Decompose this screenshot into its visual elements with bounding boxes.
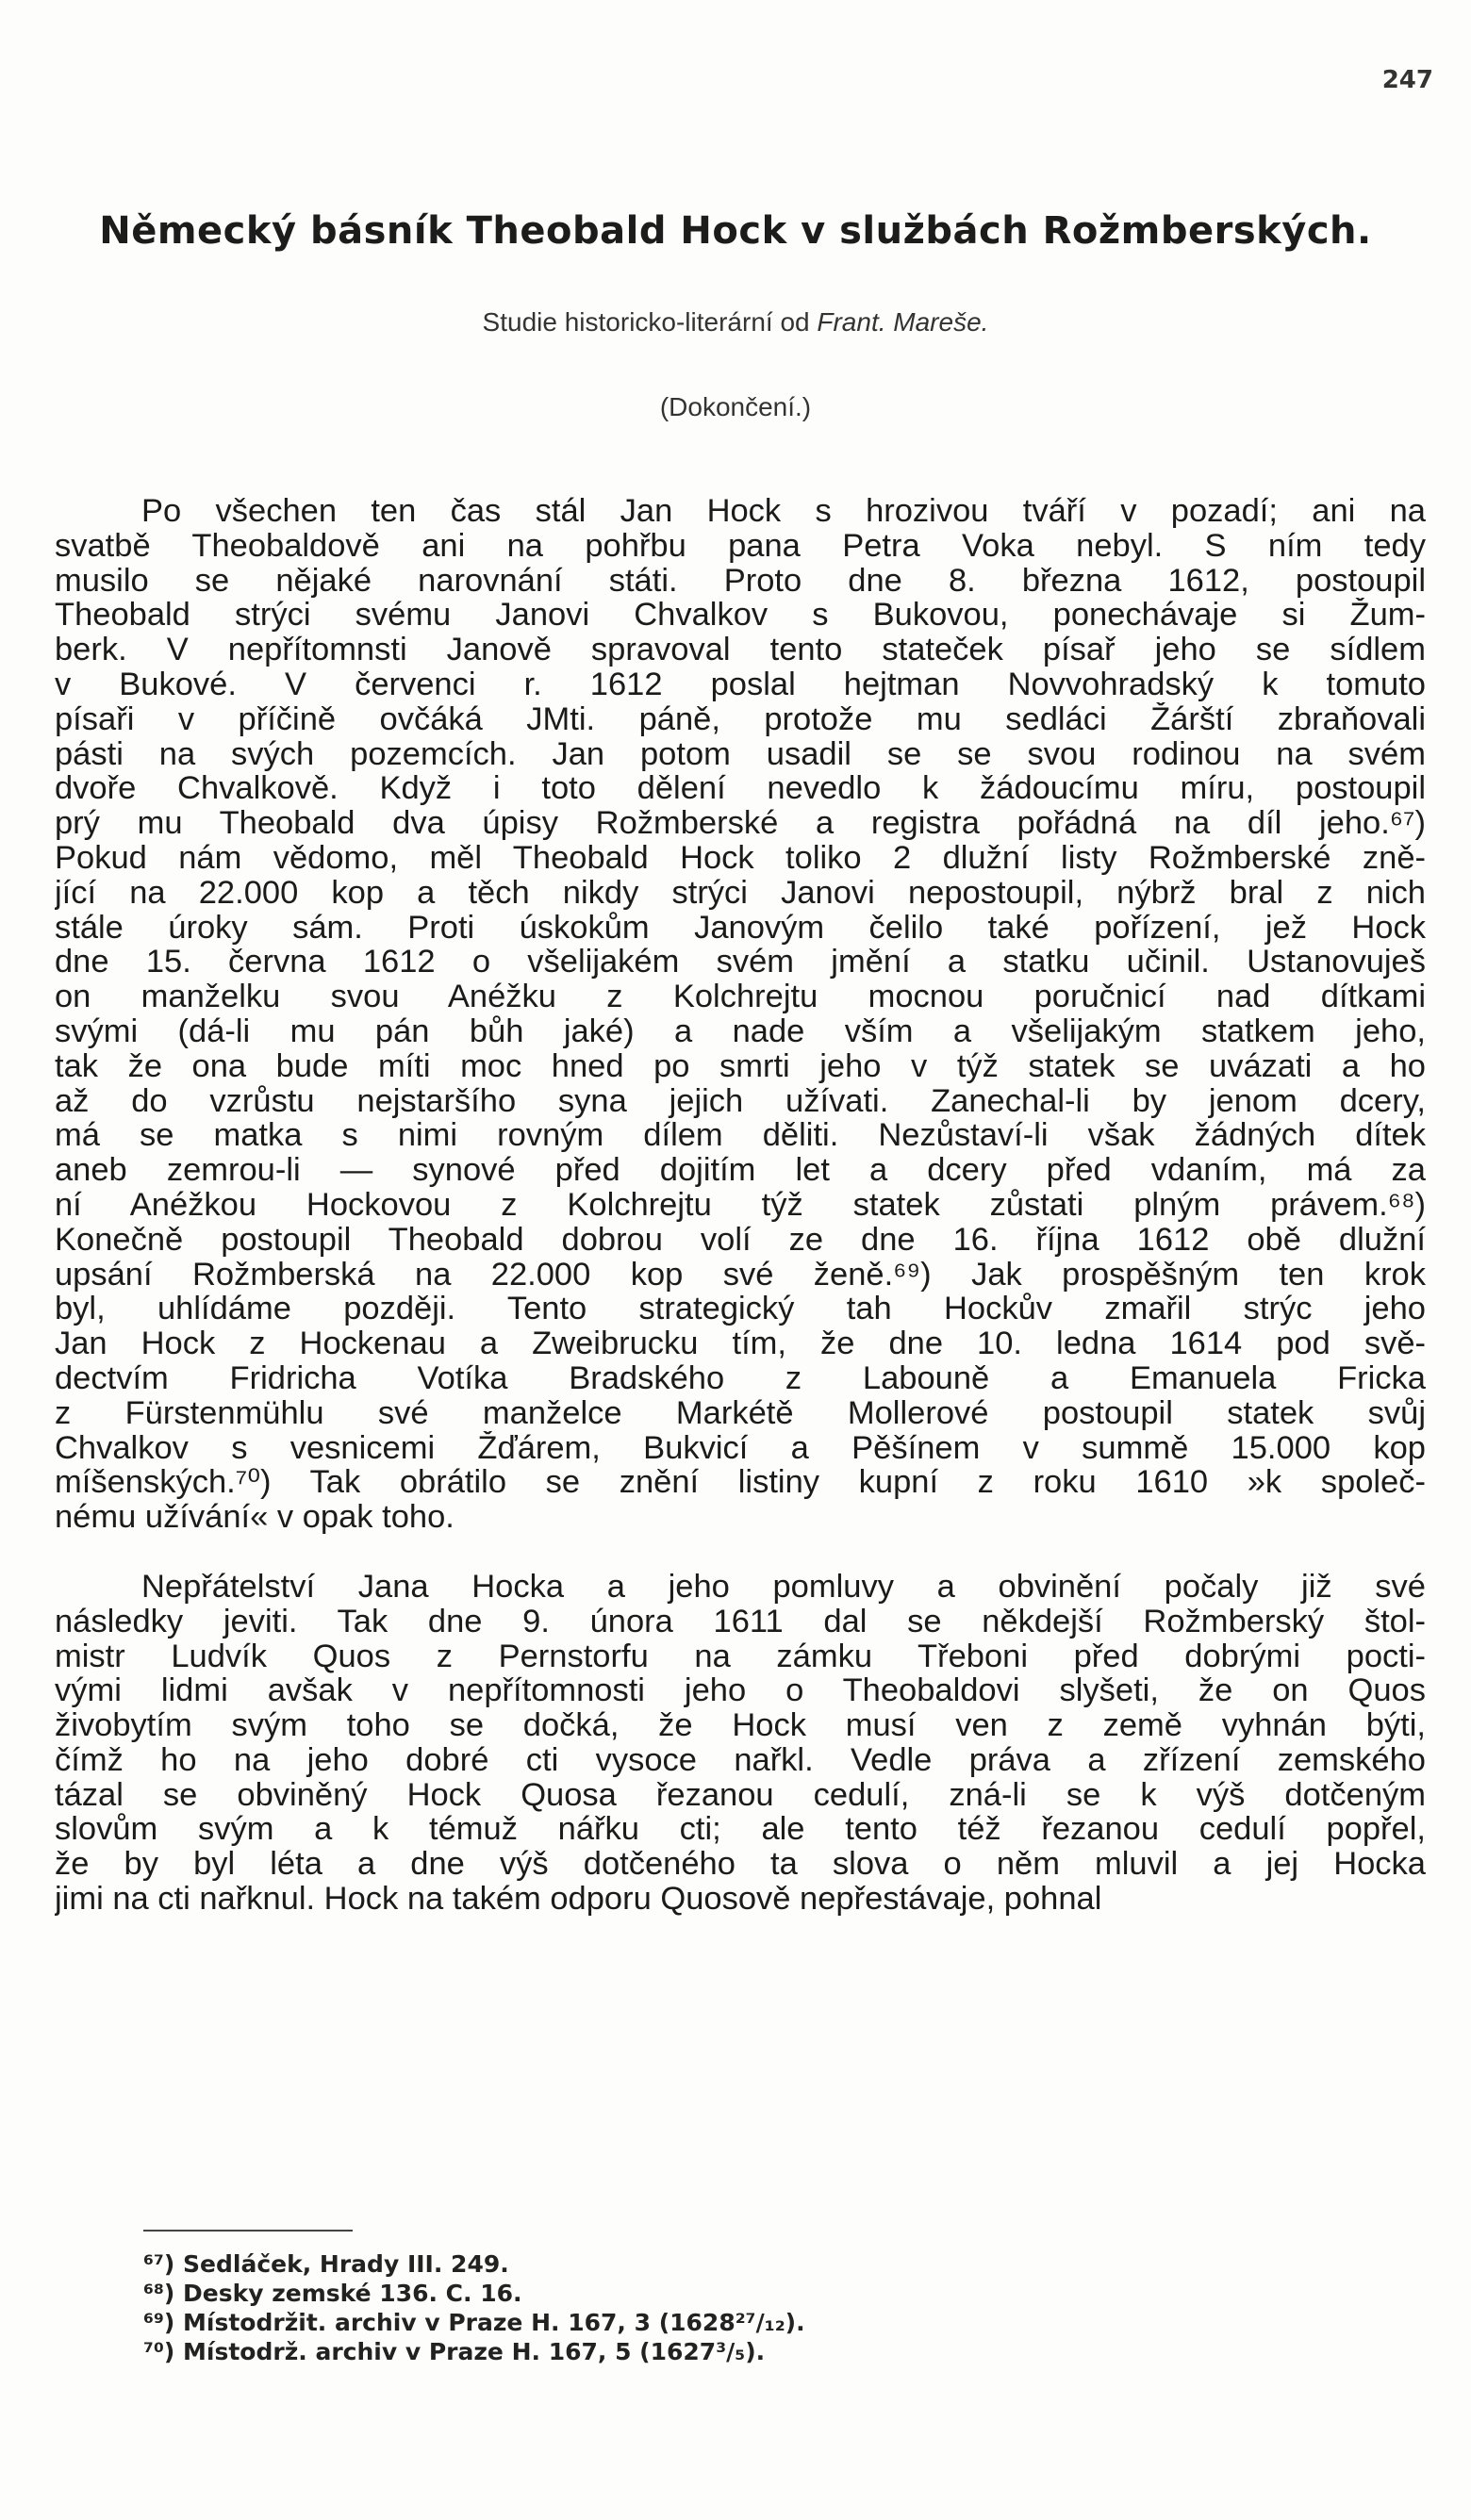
text-line: stále úroky sám. Proti úskokům Janovým čelilo také pořízení, jež Hock (55, 910, 1426, 946)
page-number: 247 (1381, 66, 1433, 94)
text-line: vými lidmi avšak v nepřítomnosti jeho o Theobaldovi slyšeti, že on Quos (55, 1673, 1426, 1709)
text-line: má se matka s nimi rovným dílem děliti. Nezůstaví-li však žádných dítek (55, 1118, 1426, 1154)
text-line: musilo se nějaké narovnání státi. Proto dne 8. března 1612, postoupil (55, 563, 1426, 599)
text-line: tak že ona bude míti moc hned po smrti jeho v týž statek se uvázati a ho (55, 1048, 1426, 1084)
text-line: následky jeviti. Tak dne 9. února 1611 dal se někdejší Rožmberský štol- (55, 1604, 1426, 1639)
text-line: Pokud nám vědomo, měl Theobald Hock toliko 2 dlužní listy Rožmberské zně- (55, 840, 1426, 876)
text-line: svatbě Theobaldově ani na pohřbu pana Petra Voka nebyl. S ním tedy (55, 528, 1426, 564)
text-line: dectvím Fridricha Votíka Bradského z Labouně a Emanuela Fricka (55, 1360, 1426, 1396)
text-line: slovům svým a k témuž nářku cti; ale tento též řezanou cedulí popřel, (55, 1812, 1426, 1848)
subtitle-prefix: Studie historicko-literární od (482, 307, 810, 337)
text-line: berk. V nepřítomnsti Janově spravoval tento stateček písař jeho se sídlem (55, 633, 1426, 667)
text-line: Po všechen ten čas stál Jan Hock s hrozivou tváří v pozadí; ani na (141, 494, 1426, 529)
text-line: dne 15. června 1612 o všelijakém svém jmění a statku učinil. Ustanovuješ (55, 945, 1426, 980)
text-line: Nepřátelství Jana Hocka a jeho pomluvy a obvinění počaly již své (141, 1569, 1426, 1605)
text-line: čímž ho na jeho dobré cti vysoce nařkl. Vedle práva a zřízení zemského (55, 1742, 1426, 1778)
text-line: aneb zemrou-li — synové před dojitím let a dcery před vdaním, má za (55, 1153, 1426, 1188)
text-line: Jan Hock z Hockenau a Zweibrucku tím, že dne 10. ledna 1614 pod svě- (55, 1326, 1426, 1361)
text-line: míšenských.⁷⁰) Tak obrátilo se znění listiny kupní z roku 1610 »k společ- (55, 1465, 1426, 1501)
text-line: ní Anéžkou Hockovou z Kolchrejtu týž statek zůstati plným právem.⁶⁸) (55, 1187, 1426, 1223)
text-line: v Bukové. V červenci r. 1612 poslal hejtman Novvohradský k tomuto (55, 667, 1426, 702)
footnote: ⁶⁷) Sedláček, Hrady III. 249. (143, 2250, 509, 2278)
continuation-note: (Dokončení.) (659, 392, 812, 421)
text-line: on manželku svou Anéžku z Kolchrejtu mocnou poručnicí nad dítkami (55, 980, 1426, 1014)
text-line: tázal se obviněný Hock Quosa řezanou cedulí, zná-li se k výš dotčeným (55, 1777, 1426, 1813)
text-line: pásti na svých pozemcích. Jan potom usadil se se svou rodinou na svém (55, 736, 1426, 772)
text-line: z Fürstenmühlu své manželce Markétě Mollerové postoupil statek svůj (55, 1395, 1426, 1431)
text-line: živobytím svým toho se dočká, že Hock musí ven z země vyhnán býti, (55, 1708, 1426, 1743)
text-line: svými (dá-li mu pán bůh jaké) a nade vším a všelijakým statkem jeho, (55, 1013, 1426, 1049)
paragraph (55, 1570, 1426, 1917)
text-line: byl, uhlídáme později. Tento strategický tah Hockův zmařil strýc jeho (55, 1292, 1426, 1327)
text-line: jimi na cti nařknul. Hock na takém odporu Quosově nepřestávaje, pohnal (55, 1882, 1102, 1917)
paragraph (55, 494, 1426, 1535)
footnote: ⁷⁰) Místodrž. archiv v Praze H. 167, 5 (1627³/₅). (143, 2338, 766, 2365)
text-line: Theobald strýci svému Janovi Chvalkov s Bukovou, ponechávaje si Žum- (55, 598, 1426, 634)
text-line: Konečně postoupil Theobald dobrou volí ze dne 16. října 1612 obě dlužní (55, 1222, 1426, 1258)
text-line: nému užívání« v opak toho. (55, 1500, 455, 1535)
text-line: že by byl léta a dne výš dotčeného ta slova o něm mluvil a jej Hocka (55, 1847, 1426, 1883)
text-line: dvoře Chvalkově. Když i toto dělení nevedlo k žádoucímu míru, postoupil (55, 771, 1426, 807)
article-body (55, 494, 1426, 1917)
text-line: písaři v příčině ovčáká JMti. páně, protože mu sedláci Žárští zbraňovali (55, 701, 1426, 737)
subtitle-author: Frant. Mareše. (817, 307, 989, 337)
text-line: upsání Rožmberská na 22.000 kop své ženě.⁶⁹) Jak prospěšným ten krok (55, 1257, 1426, 1293)
text-line: mistr Ludvík Quos z Pernstorfu na zámku Třeboni před dobrými pocti- (55, 1639, 1426, 1674)
article-title: Německý básník Theobald Hock v službách Rožmberských. (99, 209, 1372, 253)
text-line: jící na 22.000 kop a těch nikdy strýci Janovi nepostoupil, nýbrž bral z nich (55, 875, 1426, 911)
footnotes (143, 2249, 992, 2366)
text-line: Chvalkov s vesnicemi Žďárem, Bukvicí a Pěšínem v summě 15.000 kop (55, 1430, 1426, 1466)
text-line: až do vzrůstu nejstaršího syna jejich užívati. Zanechal-li by jenom dcery, (55, 1083, 1426, 1119)
text-line: prý mu Theobald dva úpisy Rožmberské a registra pořádná na díl jeho.⁶⁷) (55, 806, 1426, 841)
footnote-divider (143, 2230, 353, 2232)
paragraph-gap (55, 1535, 1426, 1570)
footnote: ⁶⁸) Desky zemské 136. C. 16. (143, 2280, 522, 2307)
footnote: ⁶⁹) Místodržit. archiv v Praze H. 167, 3 (1628²⁷/₁₂). (143, 2309, 805, 2336)
article-subtitle (0, 307, 1471, 338)
